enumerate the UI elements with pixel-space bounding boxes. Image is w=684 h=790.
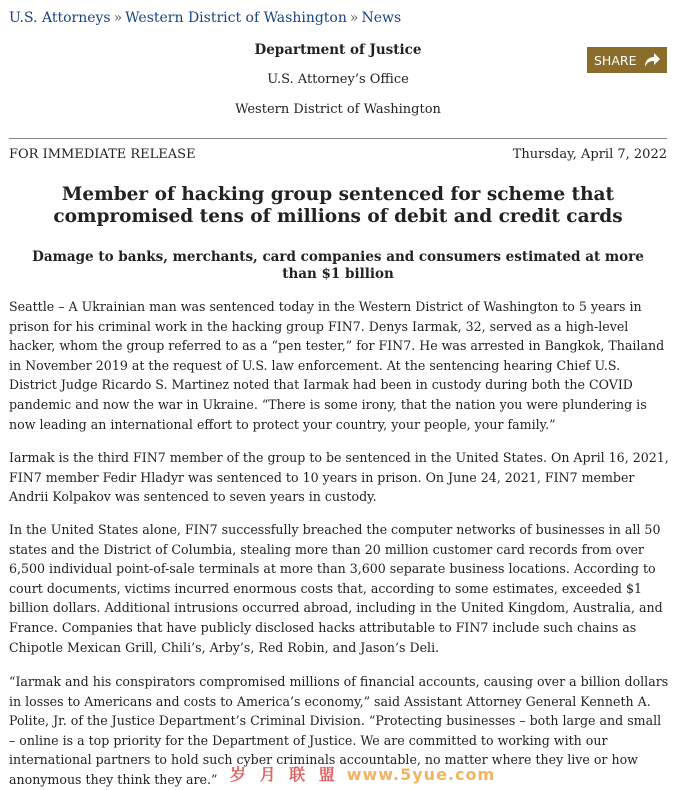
breadcrumb-link-us-attorneys[interactable]: U.S. Attorneys: [9, 10, 111, 26]
share-label: SHARE: [594, 52, 637, 68]
article-paragraph: In the United States alone, FIN7 successfully breached the computer networks of businesses in all 50 states and the District of Columbia, stealing more than 20 million customer card records from over 6,500 individual point-of-sale terminals at more than 3,600 separate business locations. According to court documents, victims incurred enormous costs that, according to some estimates, exceeded $1 billion dollars. Additional intrusions occurred abroad, including in the United Kingdom, Australia, and France. Companies that have publicly disclosed hacks attributable to FIN7 include such chains as Chipotle Mexican Grill, Chili’s, Arby’s, Red Robin, and Jason’s Deli.: [9, 522, 663, 655]
release-row: [9, 146, 667, 164]
share-button[interactable]: [587, 47, 667, 73]
release-date: Thursday, April 7, 2022: [512, 147, 667, 162]
watermark-text: 岁 月 联 盟: [230, 765, 339, 784]
breadcrumb-separator: »: [349, 10, 359, 26]
breadcrumb-link-district[interactable]: Western District of Washington: [125, 10, 347, 26]
breadcrumb-separator: »: [113, 10, 123, 26]
article-paragraph: “Iarmak and his conspirators compromised millions of financial accounts, causing over a billion dollars in losses to Americans and costs to America’s economy,” said Assistant Attorney General Kenneth A. Polite, Jr. of the Justice Department’s Criminal Division. “Protecting businesses – both large and small – online is a top priority for the Department of Justice. We are committed to working with our international partners to hold such cyber criminals accountable, no matter where they live or how anonymous they think they are.”: [9, 674, 669, 787]
breadcrumb-link-news[interactable]: News: [361, 10, 402, 26]
header-divider: [9, 138, 667, 139]
share-arrow-icon: [642, 51, 662, 69]
release-label: FOR IMMEDIATE RELEASE: [9, 147, 196, 162]
breadcrumb: [9, 8, 401, 28]
watermark-url: www.5yue.com: [346, 765, 496, 784]
department-name: Department of Justice: [254, 42, 422, 58]
article-title: Member of hacking group sentenced for scheme that compromised tens of millions of debit and credit cards: [53, 184, 623, 227]
article-paragraph: Seattle – A Ukrainian man was sentenced today in the Western District of Washington to 5 years in prison for his criminal work in the hacking group FIN7. Denys Iarmak, 32, served as a high-level hacker, whom the group referred to as a “pen tester,” for FIN7. He was arrested in Bangkok, Thailand in November 2019 at the request of U.S. law enforcement. At the sentencing hearing Chief U.S. District Judge Ricardo S. Martinez noted that Iarmak had been in custody during both the COVID pandemic and now the war in Ukraine. “There is some irony, that the nation you were plundering is now leading an international effort to protect your country, your people, your family.”: [9, 299, 665, 432]
watermark: [230, 762, 495, 785]
article-subtitle: Damage to banks, merchants, card companies and consumers estimated at more than $1 billion: [32, 249, 644, 282]
article-paragraph: Iarmak is the third FIN7 member of the group to be sentenced in the United States. On April 16, 2021, FIN7 member Fedir Hladyr was sentenced to 10 years in prison. On June 24, 2021, FIN7 member Andrii Kolpakov was sentenced to seven years in custody.: [9, 450, 669, 505]
district-name: Western District of Washington: [235, 102, 441, 117]
office-name: U.S. Attorney’s Office: [267, 72, 409, 87]
